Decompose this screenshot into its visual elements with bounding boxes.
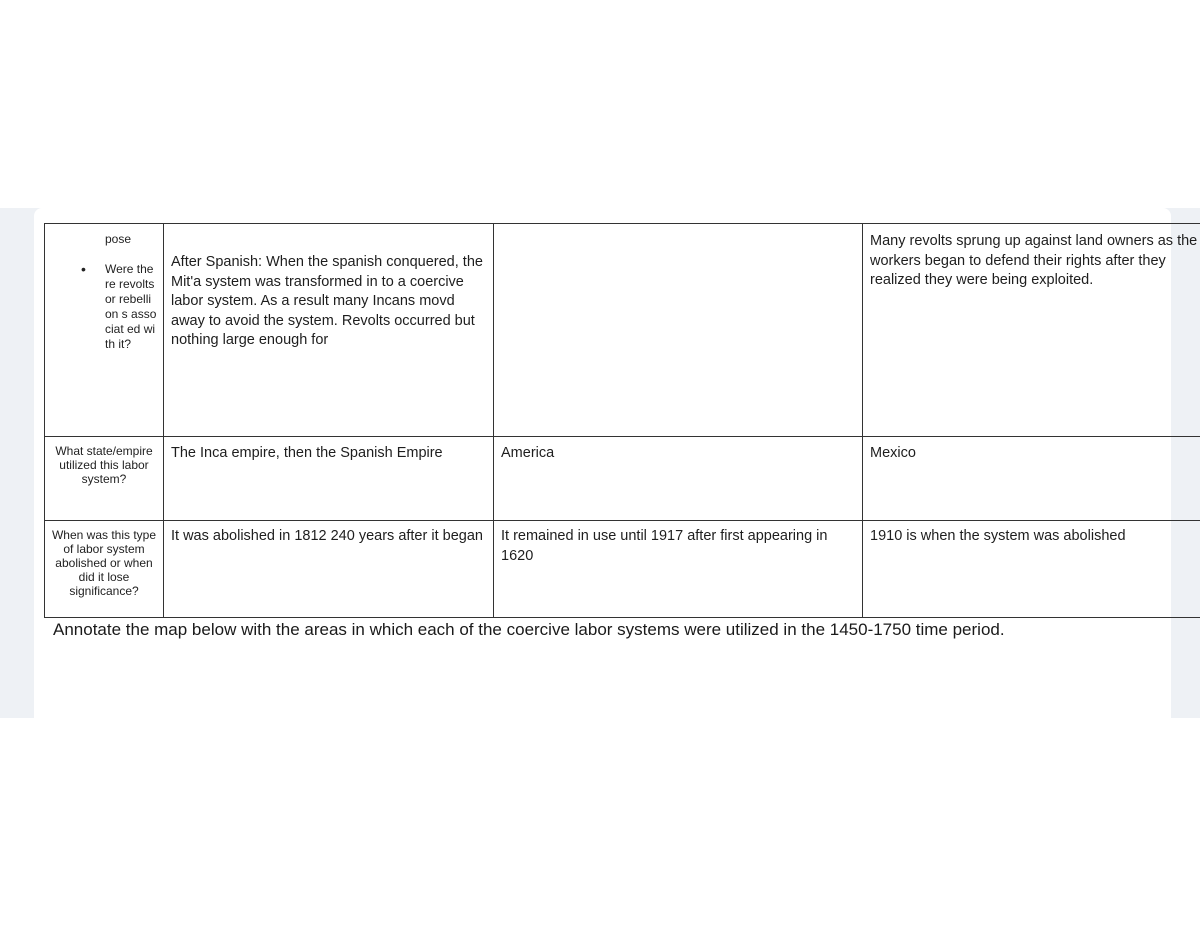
- question-text: What state/empire utilized this labor system?: [55, 444, 153, 486]
- answer-cell: The Inca empire, then the Spanish Empire: [164, 437, 494, 521]
- bullet-icon: •: [81, 261, 86, 277]
- document-page: [34, 208, 1198, 718]
- answer-cell: Many revolts sprung up against land owners as the workers began to defend their rights after they realized they were being exploited.: [863, 224, 1200, 437]
- question-fragment: pose: [105, 232, 132, 246]
- table-row: [45, 224, 1200, 437]
- map-instruction-text: Annotate the map below with the areas in which each of the coercive labor systems were utilized in the 1450-1750 time period.: [53, 620, 1005, 639]
- labor-systems-table: [44, 223, 1200, 618]
- answer-cell: After Spanish: When the spanish conquered, the Mit'a system was transformed in to a coercive labor system. As a result many Incans movd away to avoid the system. Revolts occurred but nothing large enough for: [164, 224, 494, 437]
- answer-cell: Mexico: [863, 437, 1200, 521]
- question-text: Were there revolts or rebellion s associat ed with it?: [105, 262, 157, 351]
- question-cell: [45, 437, 164, 521]
- answer-cell: It remained in use until 1917 after first appearing in 1620: [494, 521, 863, 618]
- answer-cell: [494, 224, 863, 437]
- question-cell: [45, 224, 164, 437]
- answer-cell: America: [494, 437, 863, 521]
- question-text: When was this type of labor system abolished or when did it lose significance?: [51, 528, 157, 598]
- question-cell: [45, 521, 164, 618]
- answer-cell: 1910 is when the system was abolished: [863, 521, 1200, 618]
- table-row: [45, 437, 1200, 521]
- table-row: [45, 521, 1200, 618]
- answer-cell: It was abolished in 1812 240 years after it began: [164, 521, 494, 618]
